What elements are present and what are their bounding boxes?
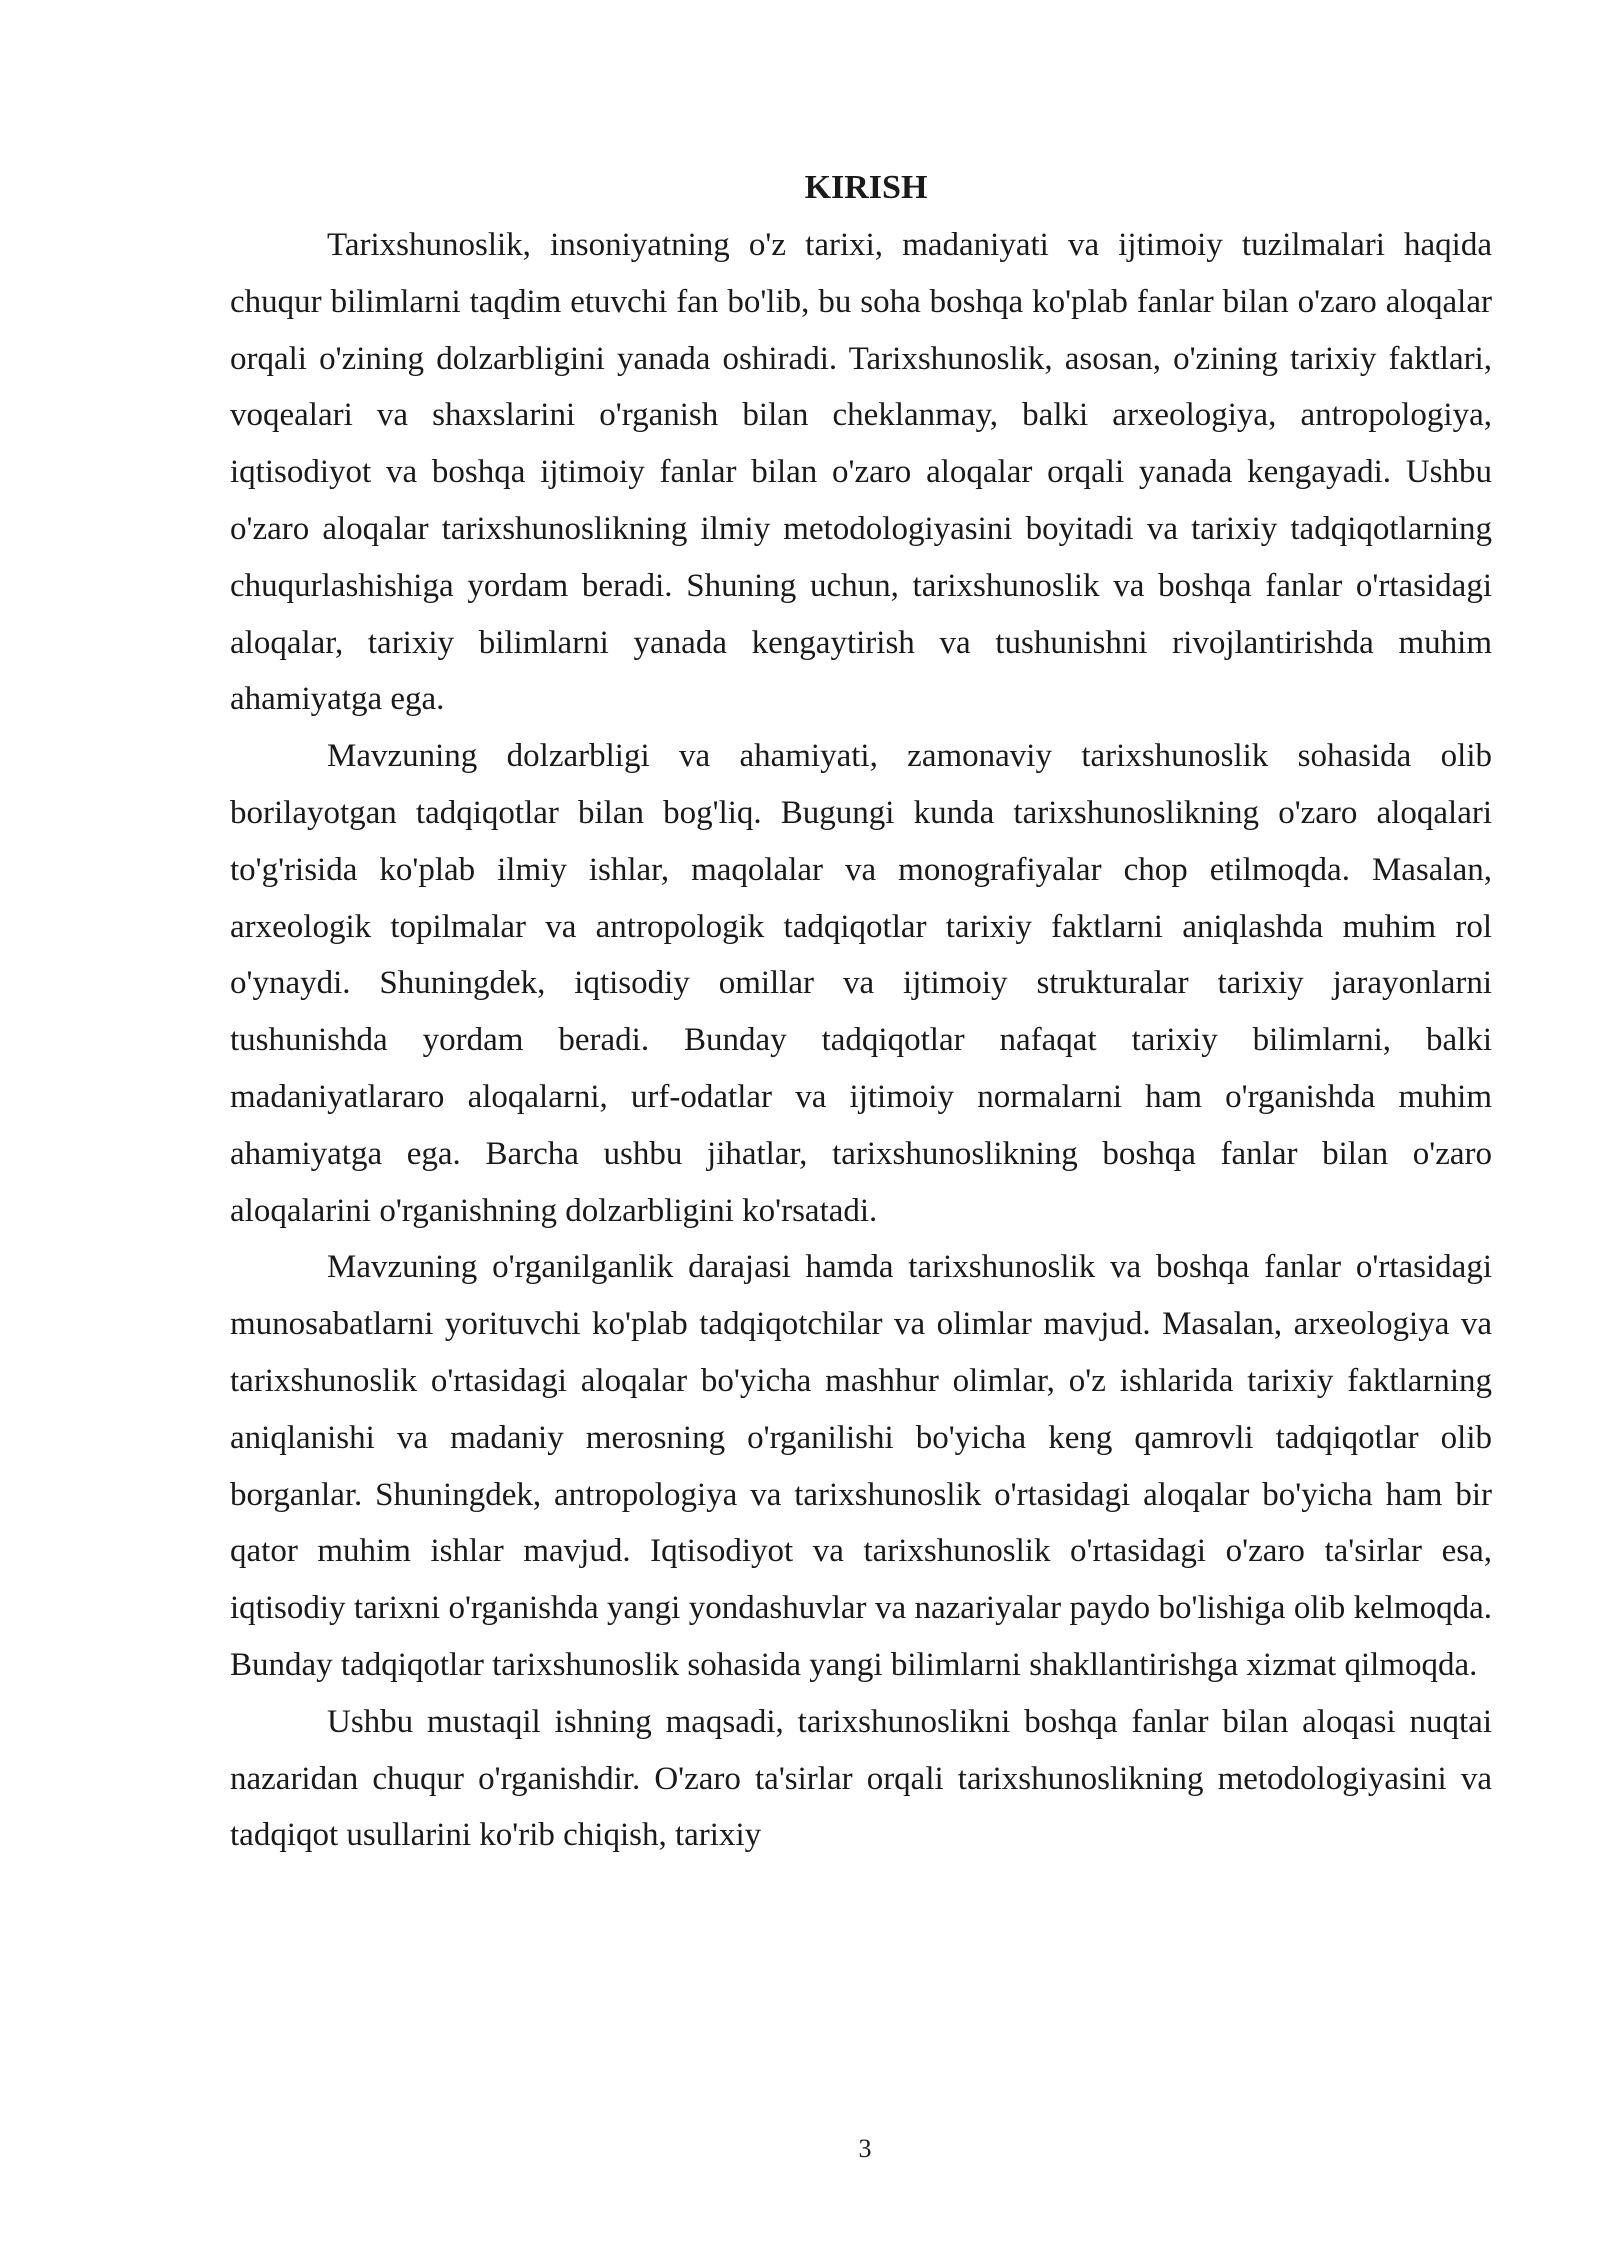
paragraph-relevance: Mavzuning dolzarbligi va ahamiyati, zamonaviy tarixshunoslik sohasida olib borilayotgan tadqiqotlar bilan bog'liq. Bugungi kunda tarixshunoslikning o'zaro aloqalari to'g'risida ko'plab ilmiy ishlar, maqolalar va monografiyalar chop etilmoqda. Masalan, arxeologik topilmalar va antropologik tadqiqotlar tarixiy faktlarni aniqlashda muhim rol o'ynaydi. Shuningdek, iqtisodiy omillar va ijtimoiy strukturalar tarixiy jarayonlarni tushunishda yordam beradi. Bunday tadqiqotlar nafaqat tarixiy bilimlarni, balki madaniyatlararo aloqalarni, urf-odatlar va ijtimoiy normalarni ham o'rganishda muhim ahamiyatga ega. Barcha ushbu jihatlar, tarixshunoslikning boshqa fanlar bilan o'zaro aloqalarini o'rganishning dolzarbligini ko'rsatadi. bbox=[230, 738, 1492, 1229]
paragraph-goal: Ushbu mustaqil ishning maqsadi, tarixshunoslikni boshqa fanlar bilan aloqasi nuqtai nazaridan chuqur o'rganishdir. O'zaro ta'sirlar orqali tarixshunoslikning metodologiyasini va tadqiqot usullarini ko'rib chiqish, tarixiy bbox=[230, 1703, 1492, 1854]
page-number: 3 bbox=[858, 2134, 872, 2163]
document-page bbox=[230, 160, 1492, 1864]
paragraph-intro: Tarixshunoslik, insoniyatning o'z tarixi, madaniyati va ijtimoiy tuzilmalari haqida chuqur bilimlarni taqdim etuvchi fan bo'lib, bu soha boshqa ko'plab fanlar bilan o'zaro aloqalar orqali o'zining dolzarbligini yanada oshiradi. Tarixshunoslik, asosan, o'zining tarixiy faktlari, voqealari va shaxslarini o'rganish bilan cheklanmay, balki arxeologiya, antropologiya, iqtisodiyot va boshqa ijtimoiy fanlar bilan o'zaro aloqalar orqali yanada kengayadi. Ushbu o'zaro aloqalar tarixshunoslikning ilmiy metodologiyasini boyitadi va tarixiy tadqiqotlarning chuqurlashishiga yordam beradi. Shuning uchun, tarixshunoslik va boshqa fanlar o'rtasidagi aloqalar, tarixiy bilimlarni yanada kengaytirish va tushunishni rivojlantirishda muhim ahamiyatga ega. bbox=[230, 227, 1492, 718]
paragraph-study-level: Mavzuning o'rganilganlik darajasi hamda tarixshunoslik va boshqa fanlar o'rtasidagi munosabatlarni yorituvchi ko'plab tadqiqotchilar va olimlar mavjud. Masalan, arxeologiya va tarixshunoslik o'rtasidagi aloqalar bo'yicha mashhur olimlar, o'z ishlarida tarixiy faktlarning aniqlanishi va madaniy merosning o'rganilishi bo'yicha keng qamrovli tadqiqotlar olib borganlar. Shuningdek, antropologiya va tarixshunoslik o'rtasidagi aloqalar bo'yicha ham bir qator muhim ishlar mavjud. Iqtisodiyot va tarixshunoslik o'rtasidagi o'zaro ta'sirlar esa, iqtisodiy tarixni o'rganishda yangi yondashuvlar va nazariyalar paydo bo'lishiga olib kelmoqda. Bunday tadqiqotlar tarixshunoslik sohasida yangi bilimlarni shakllantirishga xizmat qilmoqda. bbox=[230, 1249, 1492, 1683]
page-title: KIRISH bbox=[804, 169, 928, 206]
